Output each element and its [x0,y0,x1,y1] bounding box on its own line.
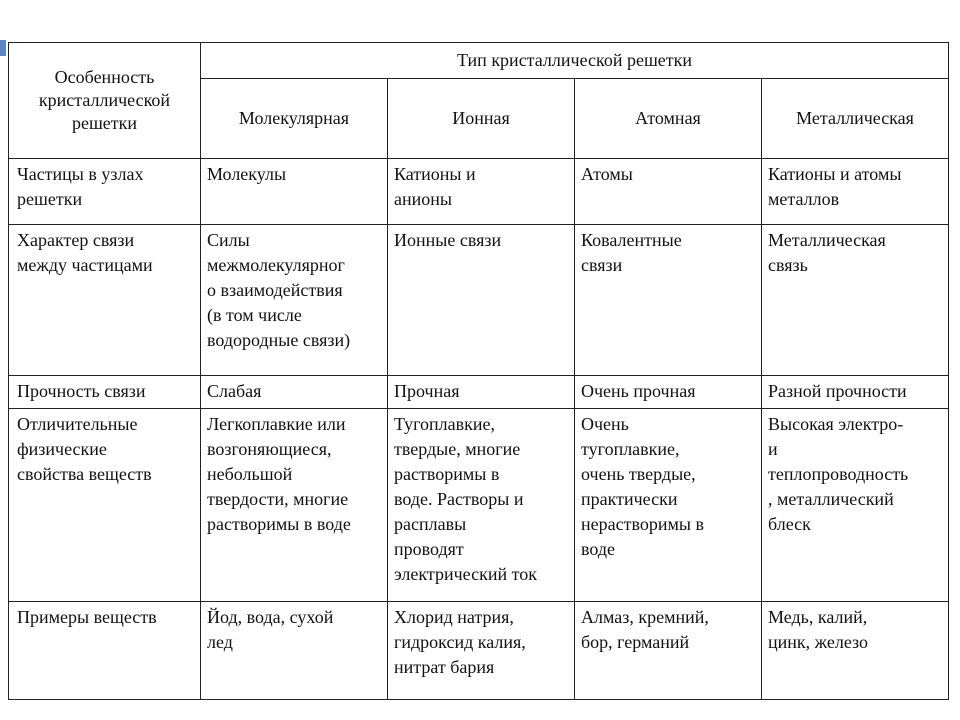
table-cell: Тугоплавкие, твердые, многие растворимы в воде. Растворы и расплавы проводят электрический ток [388,409,575,602]
table-cell: Хлорид натрия, гидроксид калия, нитрат бария [388,602,575,700]
table-cell: Атомы [575,159,762,225]
table-row [9,159,949,225]
table-cell: Высокая электро- и теплопроводность , металлический блеск [762,409,949,602]
table-cell: Молекулы [201,159,388,225]
table-row [9,602,949,700]
row-label-bond-character: Характер связи между частицами [9,225,201,376]
table-cell: Разной прочности [762,376,949,409]
table-cell: Алмаз, кремний, бор, германий [575,602,762,700]
table-row [9,376,949,409]
crystal-lattice-table [8,42,949,700]
row-label-bond-strength: Прочность связи [9,376,201,409]
slide-accent-mark [0,40,6,56]
row-label-physical-properties: Отличительные физические свойства веществ [9,409,201,602]
row-label-particles: Частицы в узлах решетки [9,159,201,225]
table-cell: Йод, вода, сухой лед [201,602,388,700]
column-header-ionic: Ионная [388,79,575,159]
table-cell: Металлическая связь [762,225,949,376]
table-cell: Слабая [201,376,388,409]
lattice-type-group-header: Тип кристаллической решетки [201,43,949,79]
table-cell: Ковалентные связи [575,225,762,376]
column-header-molecular: Молекулярная [201,79,388,159]
table-cell: Силы межмолекулярног о взаимодействия (в том числе водородные связи) [201,225,388,376]
table-cell: Прочная [388,376,575,409]
row-label-examples: Примеры веществ [9,602,201,700]
table-cell: Катионы и анионы [388,159,575,225]
table-cell: Ионные связи [388,225,575,376]
crystal-lattice-table-container [8,42,950,704]
table-cell: Очень прочная [575,376,762,409]
column-header-atomic: Атомная [575,79,762,159]
table-cell: Медь, калий, цинк, железо [762,602,949,700]
table-cell: Очень тугоплавкие, очень твердые, практически нерастворимы в воде [575,409,762,602]
feature-column-header: Особенность кристаллической решетки [9,43,201,159]
table-row [9,225,949,376]
table-cell: Катионы и атомы металлов [762,159,949,225]
table-row [9,409,949,602]
table-cell: Легкоплавкие или возгоняющиеся, небольшой твердости, многие растворимы в воде [201,409,388,602]
column-header-metallic: Металлическая [762,79,949,159]
